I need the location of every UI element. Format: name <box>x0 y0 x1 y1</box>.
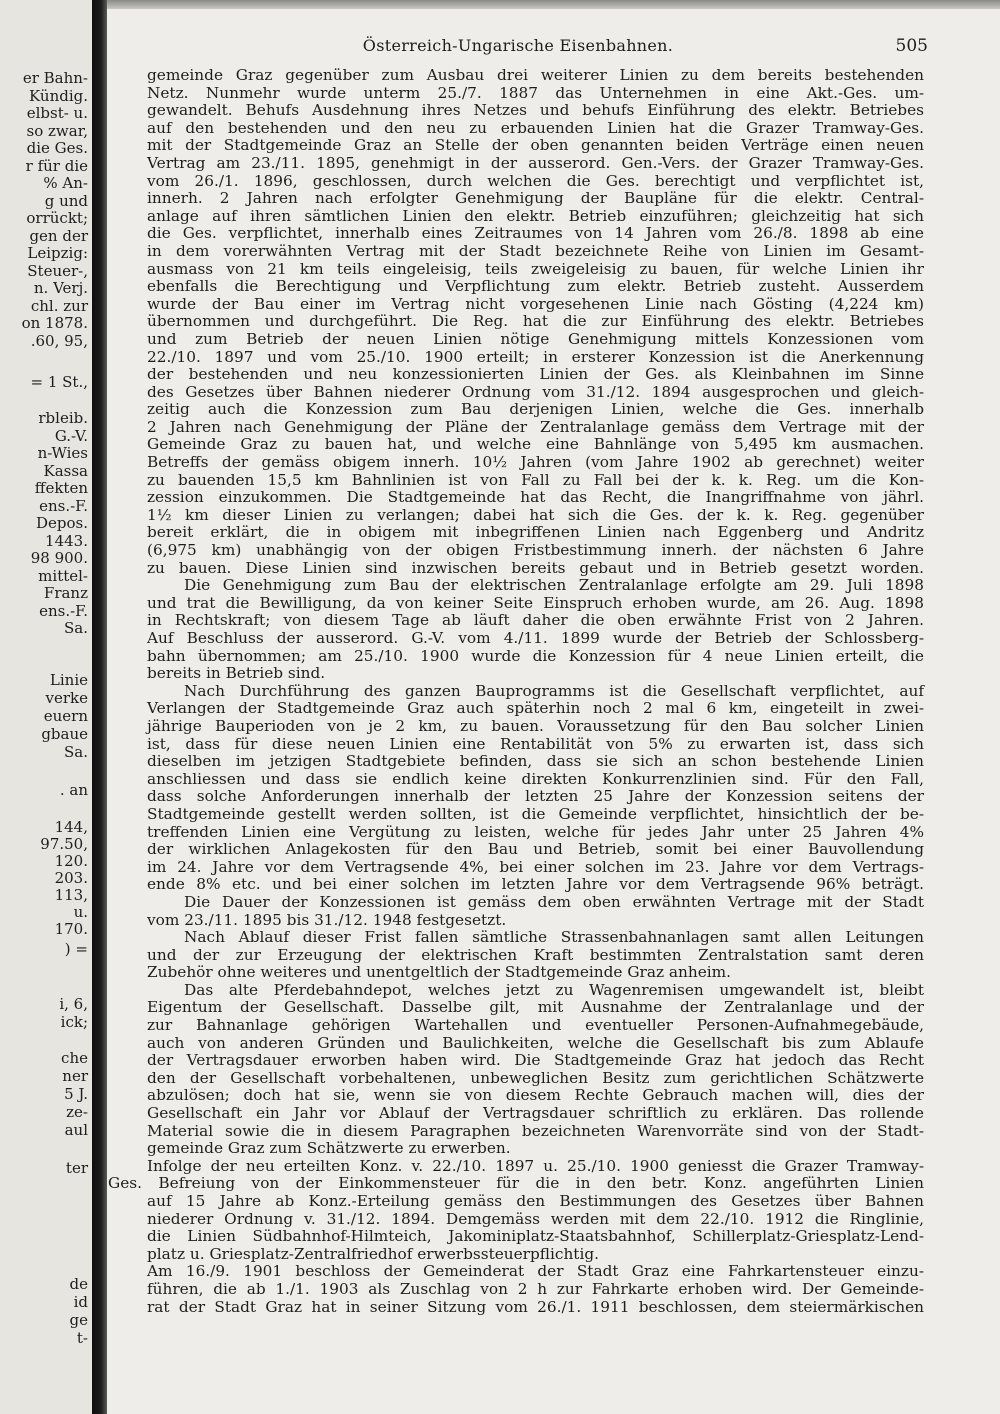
text-line: zur Bahnanlage gehörigen Wartehallen und eventueller Personen-Aufnahmegebäude, <box>147 1016 924 1035</box>
margin-fragment: chl. zur <box>30 296 88 315</box>
margin-fragment: Sa. <box>64 619 88 637</box>
text-line: Das alte Pferdebahndepot, welches jetzt zu Wagenremisen umgewandelt ist, bleibt <box>184 980 924 999</box>
text-line: ist, dass für diese neuen Linien eine Rentabilität von 5% zu erwarten ist, dass sich <box>147 734 924 753</box>
margin-fragment: G.-V. <box>54 426 88 445</box>
margin-fragment: die Ges. <box>26 139 88 157</box>
text-line: (6,975 km) unabhängig von der obigen Fristbestimmung innerh. der nächsten 6 Jahre <box>147 541 924 560</box>
text-line: der wirklichen Anlagekosten für den Bau und Betrieb, somit bei einer Bauvollendung <box>147 840 924 859</box>
margin-fragment: er Bahn- <box>22 69 88 87</box>
text-line: auch von anderen Gründen und Baulichkeiten, welche die Gesellschaft bis zum Ablaufe <box>147 1033 924 1052</box>
text-line: Infolge der neu erteilten Konz. v. 22./10. 1897 u. 25./10. 1900 geniesst die Grazer Tramway- <box>147 1156 924 1175</box>
text-line: auf 15 Jahre ab Konz.-Erteilung gemäss den Bestimmungen des Gesetzes über Bahnen <box>147 1192 924 1210</box>
text-line: jährige Bauperioden von je 2 km, zu bauen. Voraussetzung für den Bau solcher Linien <box>147 716 924 735</box>
text-line: Die Dauer der Konzessionen ist gemäss dem oben erwähnten Vertrage mit der Stadt <box>184 892 924 911</box>
margin-fragment: 1443. <box>45 531 88 550</box>
margin-fragment: verke <box>45 689 88 707</box>
text-line: Stadtgemeinde gestellt werden sollten, ist die Gemeinde verpflichtet, hinsichtlich der be- <box>147 804 924 823</box>
text-line: Am 16./9. 1901 beschloss der Gemeinderat der Stadt Graz eine Fahrkartensteuer einzu- <box>147 1262 924 1281</box>
running-head <box>108 36 928 60</box>
text-line: Ges. Befreiung von der Einkommensteuer für die in den betr. Konz. angeführten Linien <box>108 1174 924 1193</box>
text-line: des Gesetzes über Bahnen niederer Ordnung vom 31./12. 1894 ausgesprochen und gleich- <box>147 382 924 401</box>
text-line: abzulösen; doch hat sie, wenn sie von diesem Rechte Gebrauch machen will, dies der <box>147 1086 924 1105</box>
margin-fragment: Franz <box>43 584 88 602</box>
text-line: bahn übernommen; am 25./10. 1900 wurde die Konzession für 4 neue Linien erteilt, die <box>147 646 924 665</box>
margin-fragment: ge <box>69 1311 88 1329</box>
margin-fragment: so zwar, <box>26 121 88 140</box>
margin-fragment: n. Verj. <box>33 279 88 297</box>
text-line: zession einzukommen. Die Stadtgemeinde hat das Recht, die Inangriffnahme von jährl. <box>147 488 924 507</box>
text-line: dass solche Anforderungen innerhalb der letzten 25 Jahre der Konzession seitens der <box>147 787 924 806</box>
text-line: niederer Ordnung v. 31./12. 1894. Demgemäss werden mit dem 22./10. 1912 die Ringlinie, <box>147 1209 924 1228</box>
text-line: Gesellschaft ein Jahr vor Ablauf der Vertragsdauer schriftlich zu erklären. Das rollende <box>147 1104 924 1123</box>
adjacent-page-margin <box>0 0 92 1414</box>
margin-fragment: che <box>61 1049 88 1067</box>
text-line: rat der Stadt Graz hat in seiner Sitzung vom 26./1. 1911 beschlossen, dem steiermärkischen <box>147 1297 924 1316</box>
text-line: Betreffs der gemäss obigem innerh. 10½ Jahren (vom Jahre 1902 ab gerechnet) weiter <box>147 453 924 472</box>
text-line: den der Gesellschaft vorbehaltenen, unbeweglichen Besitz zum gerichtlichen Schätzwerte <box>147 1068 924 1087</box>
text-line: Material sowie die in diesem Paragraphen bezeichneten Warenvorräte sind von der Stadt- <box>147 1121 924 1140</box>
scan-top-shadow <box>0 0 1000 9</box>
margin-fragment: gen der <box>29 226 88 245</box>
text-line: Netz. Nunmehr wurde unterm 25./7. 1887 das Unternehmen in eine Akt.-Ges. um- <box>147 83 924 102</box>
text-line: auf den bestehenden und den neu zu erbauenden Linien hat die Grazer Tramway-Ges. <box>147 118 924 137</box>
body-text <box>100 67 924 1316</box>
text-line: der bestehenden und neu konzessionierten Linien der Ges. als Kleinbahnen im Sinne <box>147 365 924 384</box>
text-line: in dem vorerwähnten Vertrag mit der Stadt bezeichnete Reihe von Linien im Gesamt- <box>147 241 924 260</box>
margin-fragment: r für die <box>25 156 88 175</box>
margin-fragment: 98 900. <box>30 549 88 567</box>
margin-fragment: ffekten <box>34 479 88 497</box>
margin-fragment: 144, <box>54 818 88 836</box>
margin-fragment: 170. <box>54 920 88 938</box>
text-line: anlage auf ihren sämtlichen Linien den elektr. Betrieb einzuführen; gleichzeitig hat sich <box>147 206 924 225</box>
text-line: dieselben im jetzigen Stadtgebiete befinden, dass sie sich an schon bestehende Linien <box>147 752 924 771</box>
margin-fragment: i, 6, <box>59 995 88 1013</box>
text-line: und trat die Bewilligung, da von keiner Seite Einspruch erhoben wurde, am 26. Aug. 1898 <box>147 593 924 612</box>
margin-fragment: u. <box>73 903 88 921</box>
text-line: Die Genehmigung zum Bau der elektrischen Zentralanlage erfolgte am 29. Juli 1898 <box>184 576 924 595</box>
margin-fragment: ter <box>65 1159 88 1177</box>
text-line: die Ges. verpflichtet, innerhalb eines Zeitraumes von 14 Jahren vom 26./8. 1898 ab eine <box>147 224 924 243</box>
running-title: Österreich-Ungarische Eisenbahnen. <box>362 36 674 55</box>
margin-fragment: 97.50, <box>40 835 88 853</box>
margin-fragment: g und <box>44 191 88 210</box>
margin-fragment: Steuer-, <box>27 261 88 280</box>
text-line: bereits in Betrieb sind. <box>147 664 326 683</box>
margin-fragment: ze- <box>66 1103 88 1121</box>
text-line: mit der Stadtgemeinde Graz an Stelle der oben genannten beiden Verträge einen neuen <box>147 136 924 155</box>
margin-fragment: gbaue <box>41 725 88 743</box>
text-line: und zum Betrieb der neuen Linien nötige Genehmigung mittels Konzessionen vom <box>147 329 924 348</box>
margin-fragment: Kündig. <box>29 86 88 105</box>
margin-fragment: ner <box>62 1067 88 1085</box>
text-line: anschliessen und dass sie endlich keine direkten Konkurrenzlinien sind. Für den Fall, <box>147 769 924 788</box>
margin-fragment: % An- <box>43 174 88 192</box>
text-line: Gemeinde Graz zu bauen hat, und welche eine Bahnlänge von 5,495 km ausmachen. <box>147 435 924 454</box>
text-line: die Linien Südbahnhof-Hilmteich, Jakominiplatz-Staatsbahnhof, Schillerplatz-Griesplatz-Lend- <box>147 1227 924 1246</box>
margin-fragment: id <box>73 1293 88 1311</box>
margin-fragment: Leipzig: <box>27 244 88 262</box>
text-line: vom 23./11. 1895 bis 31./12. 1948 festgesetzt. <box>147 910 507 929</box>
page-number: 505 <box>895 36 928 56</box>
text-line: 2 Jahren nach Genehmigung der Pläne der Zentralanlage gemäss dem Vertrage mit der <box>147 417 924 436</box>
margin-fragment: elbst- u. <box>26 104 88 122</box>
margin-fragment: n-Wies <box>37 444 88 462</box>
text-line: 22./10. 1897 und vom 25./10. 1900 erteilt; in ersterer Konzession ist die Anerkennung <box>147 347 924 366</box>
margin-fragment: ens.-F. <box>39 496 88 515</box>
margin-fragment: de <box>69 1275 88 1293</box>
margin-fragment: aul <box>64 1121 88 1139</box>
margin-fragment: .60, 95, <box>30 331 88 350</box>
text-line: Verlangen der Stadtgemeinde Graz auch späterhin noch 2 mal 6 km, eingeteilt in zwei- <box>147 699 924 718</box>
text-line: wurde der Bau einer im Vertrag nicht vorgesehenen Linie nach Gösting (4,224 km) <box>147 294 924 313</box>
text-line: Eigentum der Gesellschaft. Dasselbe gilt, mit Ausnahme der Zentralanlage und der <box>147 998 924 1017</box>
margin-fragment: 120. <box>54 852 88 870</box>
text-line: führen, die ab 1./1. 1903 als Zuschlag von 2 h zur Fahrkarte erhoben wird. Der Gemeinde- <box>147 1279 924 1298</box>
margin-fragment: 5 J. <box>64 1085 88 1103</box>
text-line: ende 8% etc. und bei einer solchen im letzten Jahre vor dem Vertragsende 96% beträgt. <box>147 875 924 894</box>
margin-fragment: ens.-F. <box>39 601 88 620</box>
text-line: Vertrag am 23./11. 1895, genehmigt in der ausserord. Gen.-Vers. der Grazer Tramway-Ges. <box>147 153 924 172</box>
text-line: treffenden Linien eine Vergütung zu leisten, welche für jedes Jahr unter 25 Jahren 4% <box>147 822 924 841</box>
text-line: und der zur Erzeugung der elektrischen Kraft bestimmten Zentralstation samt deren <box>147 945 924 964</box>
text-line: ebenfalls die Berechtigung und Verpflichtung zum elektr. Betrieb zusteht. Ausserdem <box>147 277 924 296</box>
text-line: Zubehör ohne weiteres und unentgeltlich der Stadtgemeinde Graz anheim. <box>147 963 732 982</box>
text-line: Nach Ablauf dieser Frist fallen sämtliche Strassenbahnanlagen samt allen Leitungen <box>184 928 924 947</box>
text-line: gemeinde Graz zum Schätzwerte zu erwerben. <box>147 1139 511 1158</box>
text-line: 1½ km dieser Linien zu verlangen; dabei hat sich die Ges. der k. k. Reg. gegenüber <box>147 505 924 524</box>
text-line: Auf Beschluss der ausserord. G.-V. vom 4./11. 1899 wurde der Betrieb der Schlossberg- <box>147 629 924 647</box>
margin-fragment: . an <box>59 781 88 799</box>
text-line: gemeinde Graz gegenüber zum Ausbau drei weiterer Linien zu dem bereits bestehenden <box>147 66 924 84</box>
text-line: bereit erklärt, die in obigem mit inbegriffenen Linien nach Eggenberg und Andritz <box>147 523 924 542</box>
margin-fragment: Sa. <box>64 743 88 761</box>
margin-fragment: t- <box>76 1329 88 1347</box>
margin-fragment: 113, <box>54 886 88 904</box>
text-line: vom 26./1. 1896, geschlossen, durch welchen die Ges. berechtigt und verpflichtet ist, <box>147 171 924 190</box>
text-line: platz u. Griesplatz-Zentralfriedhof erwerbssteuerpflichtig. <box>147 1244 599 1263</box>
text-line: zu bauen. Diese Linien sind inzwischen bereits gebaut und in Betrieb gesetzt worden. <box>147 558 924 577</box>
text-line: im 24. Jahre vor dem Vertragsende 4%, bei einer solchen im 23. Jahre vor dem Vertrags- <box>147 857 924 876</box>
text-line: innerh. 2 Jahren nach erfolgter Genehmigung der Baupläne für die elektr. Central- <box>147 189 924 208</box>
text-line: in Rechtskraft; von diesem Tage ab läuft daher die oben erwähnte Frist von 2 Jahren. <box>147 611 924 630</box>
text-line: der Vertragsdauer erworben haben wird. Die Stadtgemeinde Graz hat jedoch das Recht <box>147 1051 924 1070</box>
margin-fragment: euern <box>43 707 88 725</box>
margin-fragment: ) = <box>64 940 88 958</box>
margin-fragment: mittel- <box>38 566 88 585</box>
margin-fragment: ick; <box>60 1013 88 1031</box>
margin-fragment: rbleib. <box>38 409 88 427</box>
margin-fragment: on 1878. <box>21 314 88 332</box>
text-line: zu bauenden 15,5 km Bahnlinien ist von Fall zu Fall bei der k. k. Reg. um die Kon- <box>147 470 924 489</box>
margin-fragment: orrückt; <box>26 209 88 227</box>
text-line: zeitig auch die Konzession zum Bau derjenigen Linien, welche die Ges. innerhalb <box>147 400 924 419</box>
text-line: Nach Durchführung des ganzen Bauprogramms ist die Gesellschaft verpflichtet, auf <box>184 681 924 700</box>
margin-fragment: Linie <box>49 671 88 689</box>
margin-fragment: Depos. <box>35 514 88 532</box>
margin-fragment: = 1 St., <box>30 373 88 391</box>
margin-fragment: Kassa <box>43 461 88 480</box>
margin-fragment: 203. <box>54 869 88 887</box>
text-line: gewandelt. Behufs Ausdehnung ihres Netzes und behufs Einführung des elektr. Betriebes <box>147 101 924 120</box>
text-line: übernommen und durchgeführt. Die Reg. hat die zur Einführung des elektr. Betriebes <box>147 312 924 331</box>
text-line: ausmass von 21 km teils eingeleisig, teils zweigeleisig zu bauen, für welche Linien ihr <box>147 259 924 278</box>
